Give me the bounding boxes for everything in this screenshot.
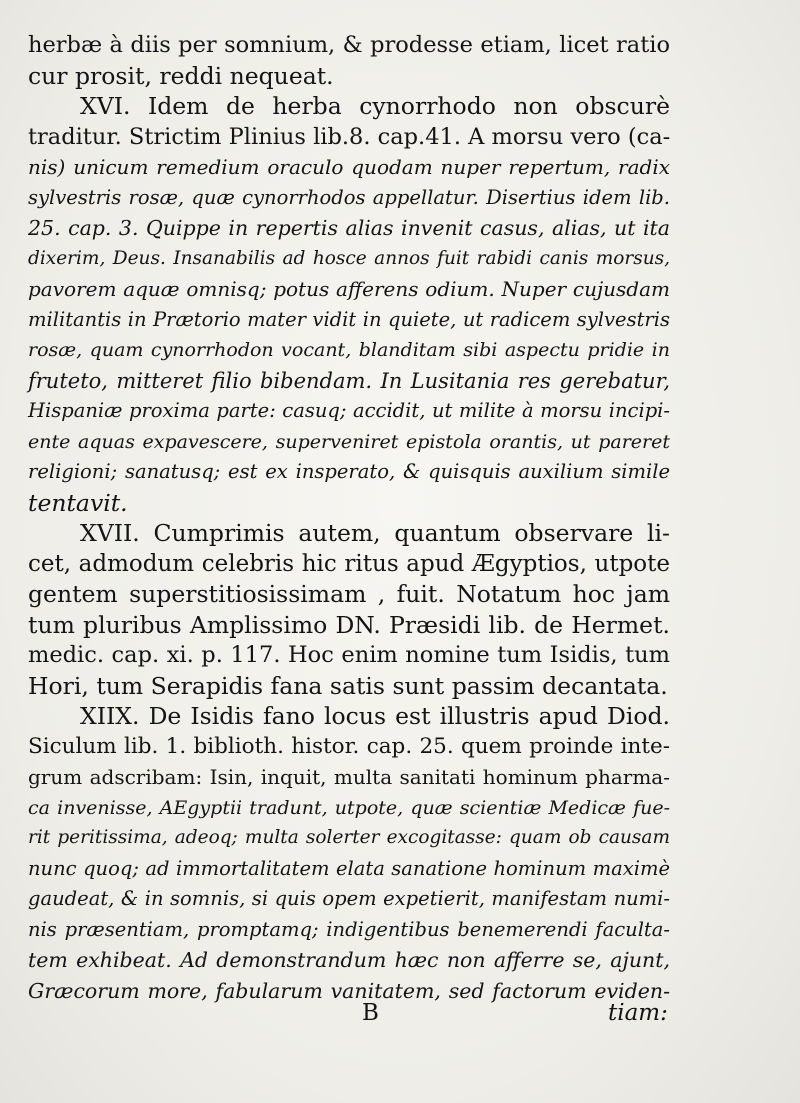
text-line: traditur. Strictim Plinius lib.8. cap.41. A morsu vero (ca-	[28, 123, 671, 150]
text-line: dixerim, Deus. Insanabilis ad hosce annos fuit rabidi canis morsus,	[28, 247, 670, 269]
catchword: tiam:	[608, 1000, 668, 1026]
text-line: religioni; sanatusq; est ex insperato, & quisquis auxilium simile	[28, 460, 670, 483]
text-line: grum adscribam: Isin, inquit, multa sanitati hominum pharma-	[28, 765, 670, 789]
section-heading-xvi: XVI. Idem de herba cynorrhodo non obscurè	[80, 92, 670, 120]
text-line: 25. cap. 3. Quippe in repertis alias invenit casus, alias, ut ita	[28, 216, 670, 240]
text-line: rit peritissima, adeoq; multa solerter excogitasse: quam ob causam	[28, 827, 670, 848]
text-line: ca invenisse, AEgyptii tradunt, utpote, quæ scientiæ Medicæ fue-	[28, 796, 670, 819]
text-line: herbæ à diis per somnium, & prodesse etiam, licet ratio	[28, 32, 670, 58]
text-line: rosæ, quam cynorrhodon vocant, blanditam sibi aspectu pridie in	[28, 339, 670, 361]
text-line: ente aquas expavescere, superveniret epistola orantis, ut pareret	[28, 430, 670, 453]
text-line: fruteto, mitteret filio bibendam. In Lusitania res gerebatur,	[28, 368, 670, 393]
section-heading-xvii: XVII. Cumprimis autem, quantum observare li-	[80, 519, 670, 547]
section-heading-xiix: XIIX. De Isidis fano locus est illustris apud Diod.	[80, 702, 670, 730]
text-line: Hori, tum Serapidis fana satis sunt passim decantata.	[28, 671, 668, 700]
text-block	[28, 30, 670, 1006]
text-line: Siculum lib. 1. biblioth. histor. cap. 25. quem proinde inte-	[28, 733, 670, 759]
text-line: pavorem aquæ omnisq; potus afferens odium. Nuper cujusdam	[28, 277, 670, 301]
text-line: tum pluribus Amplissimo DN. Præsidi lib. de Hermet.	[28, 610, 670, 639]
text-line: nis) unicum remedium oraculo quodam nuper repertum, radix	[28, 155, 670, 179]
text-line: nis præsentiam, promptamq; indigentibus benemerendi faculta-	[28, 917, 670, 941]
text-line: tentavit.	[28, 488, 128, 517]
text-line: nunc quoq; ad immortalitatem elata sanatione hominum maximè	[28, 856, 670, 880]
text-line: militantis in Prætorio mater vidit in quiete, ut radicem sylvestris	[28, 307, 670, 331]
text-line: Hispaniæ proxima parte: casuq; accidit, ut milite à morsu incipi-	[28, 399, 670, 422]
text-line: sylvestris rosæ, quæ cynorrhodos appellatur. Disertius idem lib.	[28, 185, 670, 209]
text-line: gaudeat, & in somnis, si quis opem expetierit, manifestam numi-	[28, 887, 670, 910]
text-line: Græcorum more, fabularum vanitatem, sed factorum eviden-	[28, 978, 670, 1003]
text-line: tem exhibeat. Ad demonstrandum hæc non afferre se, ajunt,	[28, 948, 670, 972]
text-line: gentem superstitiosissimam , fuit. Notatum hoc jam	[28, 580, 670, 608]
text-line: cet, admodum celebris hic ritus apud Ægyptios, utpote	[28, 550, 670, 577]
text-line: cur prosit, reddi nequeat.	[28, 61, 334, 90]
text-line: medic. cap. xi. p. 117. Hoc enim nomine tum Isidis, tum	[28, 642, 670, 668]
signature-mark: B	[362, 1000, 379, 1026]
